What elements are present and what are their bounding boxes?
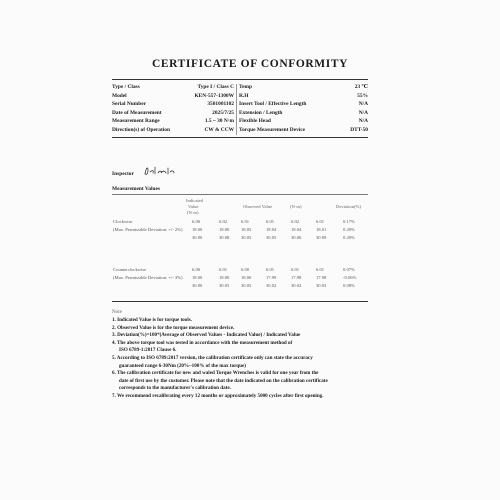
observed-value: 18.01 [316, 227, 327, 232]
observed-value: 6.01 [266, 267, 275, 272]
observed-value: 6.01 [291, 267, 300, 272]
notes-section [112, 309, 372, 401]
deviation-header: Deviation(%) [336, 204, 362, 209]
info-row [112, 101, 368, 110]
info-divider [236, 118, 237, 127]
observed-value: 30.05 [241, 235, 252, 240]
info-row [112, 93, 368, 102]
info-label-secondary: Torque Measurement Device [239, 126, 306, 133]
observed-value: 30.06 [291, 235, 302, 240]
note-item: 5. According to ISO 6789:2017 version, the calibration certificate only can state the accuracy [112, 354, 313, 361]
indicated-value: 30.00 [192, 235, 203, 240]
note-item-continuation: corresponds to the manufacturer's calibration date. [119, 385, 231, 392]
document-title: CERTIFICATE OF CONFORMITY [151, 58, 349, 70]
info-divider [236, 101, 237, 110]
deviation-value: -0.06% [343, 275, 357, 280]
note-item: 2. Observed Value is for the torque measurement device. [112, 324, 235, 331]
observed-value: 18.00 [219, 227, 230, 232]
observed-value: 30.03 [316, 283, 327, 288]
observed-value: 30.05 [266, 235, 277, 240]
indicated-header: Indicated [186, 198, 204, 203]
note-item: 3. Deviation(%)=100*(Average of Observed Values - Indicated Value) / Indicated Value [112, 332, 301, 339]
info-value: 1.5 ~ 30 N·m [204, 118, 234, 124]
indicated-header: Value [188, 204, 199, 209]
indicated-value: 18.00 [192, 227, 203, 232]
observed-value: 30.02 [291, 283, 302, 288]
notes-rule [112, 301, 368, 302]
observed-value: 17.98 [291, 275, 302, 280]
observed-value: 6.01 [219, 267, 228, 272]
group-tolerance-note: (Max. Permissible Deviation: +/- 3%) [113, 275, 183, 280]
deviation-value: 0.08% [343, 283, 355, 288]
observed-header: Observed Value [243, 204, 273, 209]
observed-value: 6.01 [316, 219, 325, 224]
observed-value: 6.01 [316, 267, 325, 272]
info-row [112, 84, 368, 93]
indicated-value: 30.00 [192, 283, 203, 288]
info-label-secondary: Extension / Length [239, 109, 283, 116]
info-value: Type I / Class C [197, 84, 234, 90]
group-tolerance-note: (Max. Permissible Deviation: +/- 2%) [113, 227, 183, 232]
info-value-secondary: 55% [357, 92, 368, 99]
deviation-value: 0.07% [343, 267, 355, 272]
info-label: Measurement Range [112, 118, 160, 124]
info-row [112, 110, 368, 119]
info-divider [236, 110, 237, 119]
info-divider [236, 127, 237, 136]
note-item-continuation: date of first use by the customer. Please note that the date indicated on the calibration certificate [119, 377, 328, 384]
indicated-value: 6.00 [192, 219, 201, 224]
info-value-secondary: N/A [358, 101, 368, 107]
observed-value: 6.01 [241, 219, 250, 224]
measurement-values-title: Measurement Values [112, 186, 160, 192]
observed-value: 6.02 [291, 219, 300, 224]
info-label: Direction(s) of Operation [112, 126, 170, 133]
note-item: 4. The above torque tool was tested in accordance with the measurement method of [112, 339, 293, 346]
info-label: Model [112, 92, 127, 99]
unit-header: (N·m) [290, 204, 302, 209]
header-rule-top [112, 79, 368, 80]
info-divider [236, 84, 237, 93]
info-value-secondary: N/A [358, 109, 368, 116]
indicated-value: 18.00 [192, 275, 203, 280]
observed-value: 30.05 [241, 283, 252, 288]
info-value-secondary: N/A [358, 118, 368, 124]
info-label-secondary: Temp [239, 84, 252, 90]
info-divider [236, 93, 237, 102]
info-label: Serial Number [112, 101, 146, 107]
observed-value: 30.09 [316, 235, 327, 240]
info-label: Date of Measurement [112, 109, 162, 116]
group-name: Counterclockwise [113, 267, 147, 272]
note-item-continuation: ISO 6789-1:2017 Clause 6. [119, 347, 177, 354]
observed-value: 17.99 [266, 275, 277, 280]
observed-value: 17.98 [316, 275, 327, 280]
info-value-secondary: DTT-50 [350, 126, 368, 133]
info-row [112, 118, 368, 127]
info-value: CW & CCW [204, 126, 234, 133]
observed-value: 18.05 [241, 227, 252, 232]
observed-value: 30.08 [219, 235, 230, 240]
inspector-label: Inspector [112, 171, 134, 177]
note-item-continuation: guaranteed range 6-30Nm (20%~100% of the max torque) [119, 362, 246, 369]
deviation-value: 0.20% [343, 235, 355, 240]
indicated-header: (N·m) [187, 210, 199, 215]
info-label: Type / Class [112, 84, 140, 90]
deviation-value: 0.20% [343, 227, 355, 232]
info-label-secondary: R.H [239, 92, 249, 99]
deviation-value: 0.17% [343, 219, 355, 224]
info-value: KEN-557-1300W [194, 92, 234, 99]
info-row [112, 127, 368, 136]
info-value-secondary: 23 ℃ [354, 84, 368, 90]
observed-value: 18.04 [266, 227, 277, 232]
info-table [112, 84, 368, 135]
observed-value: 6.00 [241, 267, 250, 272]
observed-value: 6.01 [266, 219, 275, 224]
observed-value: 6.02 [219, 219, 228, 224]
inspector-signature [142, 164, 178, 178]
note-item: 7. We recommend recalibrating every 12 months or approximately 5000 cycles after first opening. [112, 392, 324, 399]
observed-value: 30.02 [266, 283, 277, 288]
info-label-secondary: Flexible Head [239, 118, 271, 124]
info-label-secondary: Insert Tool / Effective Length [239, 101, 307, 107]
measurement-title-rule [112, 194, 368, 195]
notes-header: Note [112, 309, 122, 315]
info-value: 2025/7/25 [212, 109, 234, 116]
info-value: 3501001102 [207, 101, 234, 107]
observed-value: 18.00 [241, 275, 252, 280]
observed-value: 18.00 [219, 275, 230, 280]
header-rule-bottom [112, 137, 368, 138]
observed-value: 18.04 [291, 227, 302, 232]
indicated-value: 6.00 [192, 267, 201, 272]
group-name: Clockwise [113, 219, 133, 224]
note-item: 1. Indicated Value is for torque tools. [112, 317, 192, 323]
note-item: 6. The calibration certificate for new and waled Torque Wrenches is valid for one year from the [112, 370, 319, 377]
observed-value: 30.05 [219, 283, 230, 288]
